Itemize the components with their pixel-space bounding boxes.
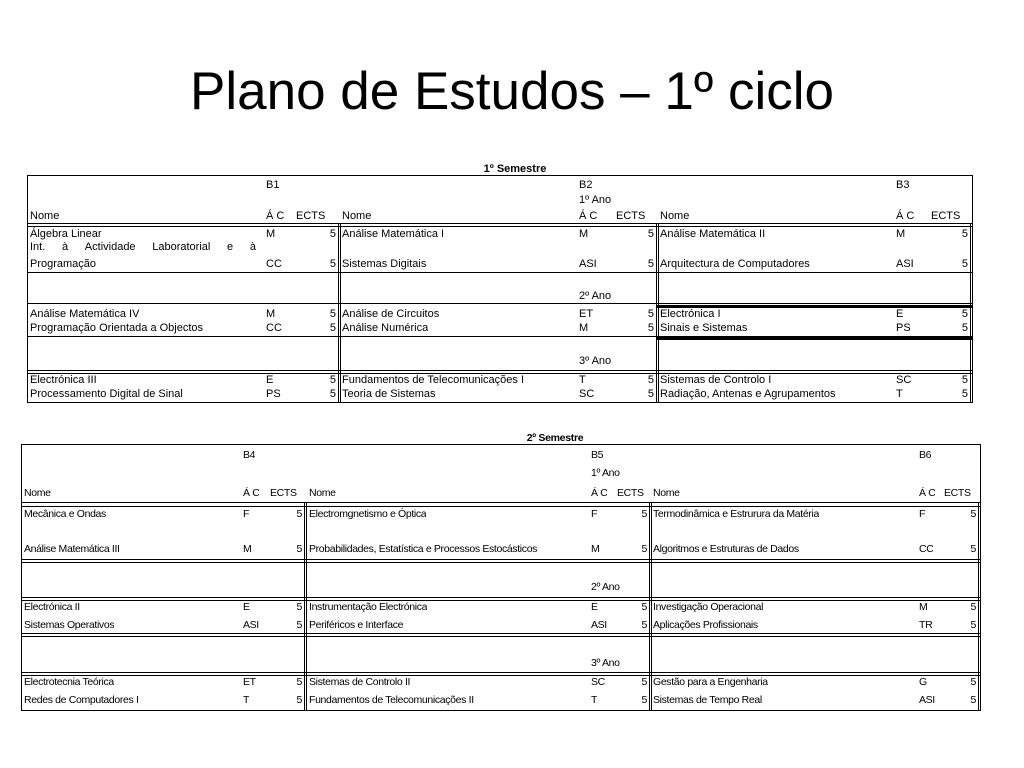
course-area: PS [266,388,281,400]
course-area: ASI [591,619,607,631]
course-ects: 5 [296,694,302,706]
course-ects: 5 [296,676,302,688]
course-ects: 5 [641,694,647,706]
course-area: M [591,543,600,555]
course-ects: 5 [970,601,976,613]
col-header-ac: Á C [579,210,598,222]
course-name: Arquitectura de Computadores [660,258,810,270]
course-name: Álgebra Linear [30,228,102,240]
course-name: Sistemas de Controlo II [309,676,411,688]
course-area: CC [919,543,934,555]
course-area: M [266,228,276,240]
course-area: T [896,388,903,400]
course-area: M [919,601,928,613]
course-area: F [591,508,598,520]
course-name: Termodinâmica e Estrurura da Matéria [653,508,819,520]
year-label-1: 1º Ano [579,194,612,206]
year-label-2: 2º Ano [579,290,612,302]
col-header-ects: ECTS [931,210,961,222]
course-name: Electrónica I [660,308,721,320]
course-name: Gestão para a Engenharia [653,676,768,688]
col-header-nome: Nome [24,487,51,499]
course-ects: 5 [296,508,302,520]
course-ects: 5 [329,322,336,334]
course-ects: 5 [296,619,302,631]
course-area: ASI [896,258,914,270]
year-label-3: 3º Ano [591,657,620,669]
course-name: Investigação Operacional [653,601,764,613]
course-area: M [243,543,252,555]
col-header-nome: Nome [660,210,690,222]
block-label-b3: B3 [896,179,910,191]
col-header-ects: ECTS [617,487,644,499]
course-area: F [919,508,926,520]
course-name: Electromgnetismo e Óptica [309,508,427,520]
course-name: Teoria de Sistemas [342,388,436,400]
course-ects: 5 [961,388,968,400]
course-ects: 5 [329,258,336,270]
course-ects: 5 [961,322,968,334]
block-label-b4: B4 [243,449,256,461]
course-name: Probabilidades, Estatística e Processos Estocásticos [309,543,538,555]
course-ects: 5 [970,676,976,688]
course-name-wrapped: Int. à Actividade Laboratorial e à [30,241,256,253]
year-label-1: 1º Ano [591,467,620,479]
course-ects: 5 [970,543,976,555]
course-area: ET [243,676,256,688]
course-ects: 5 [641,676,647,688]
course-name: Análise Matemática I [342,228,445,240]
course-name: Análise Matemática III [24,543,120,555]
course-name: Sistemas Digitais [342,258,427,270]
course-area: ASI [579,258,597,270]
col-header-ac: Á C [919,487,936,499]
col-header-ac: Á C [243,487,260,499]
course-name: Programação [30,258,97,270]
course-area: M [579,322,589,334]
year-label-3: 3º Ano [579,355,612,367]
course-area: M [896,228,906,240]
course-name: Processamento Digital de Sinal [30,388,183,400]
course-area: E [266,374,274,386]
block-label-b5: B5 [591,449,604,461]
col-header-nome: Nome [653,487,680,499]
course-ects: 5 [329,308,336,320]
course-ects: 5 [647,258,654,270]
course-ects: 5 [961,374,968,386]
course-area: M [579,228,589,240]
course-name: Electrónica III [30,374,97,386]
course-area: SC [591,676,605,688]
col-header-ac: Á C [591,487,608,499]
course-name: Electrotecnia Teórica [24,676,114,688]
course-name: Periféricos e Interface [309,619,404,631]
semester-1-table [27,175,973,403]
course-name: Sistemas de Controlo I [660,374,772,386]
course-name: Análise Matemática IV [30,308,140,320]
course-name: Redes de Computadores I [24,694,139,706]
course-ects: 5 [329,374,336,386]
course-name: Sistemas de Tempo Real [653,694,762,706]
course-ects: 5 [641,619,647,631]
course-area: ASI [919,694,935,706]
course-name: Sinais e Sistemas [660,322,748,334]
course-area: PS [896,322,911,334]
course-area: T [243,694,250,706]
block-label-b6: B6 [919,449,932,461]
course-name: Análise Matemática II [660,228,766,240]
course-area: E [896,308,904,320]
course-area: M [266,308,276,320]
semester-1-title: 1º Semestre [483,163,547,175]
course-name: Análise de Circuitos [342,308,440,320]
course-name: Mecânica e Ondas [24,508,106,520]
course-area: SC [579,388,595,400]
course-name: Radiação, Antenas e Agrupamentos [660,388,836,400]
block-label-b2: B2 [579,179,593,191]
col-header-nome: Nome [342,210,372,222]
course-area: E [591,601,598,613]
course-ects: 5 [961,228,968,240]
course-area: CC [266,322,282,334]
course-ects: 5 [647,374,654,386]
course-name: Instrumentação Electrónica [309,601,428,613]
col-header-ac: Á C [266,210,285,222]
course-area: ET [579,308,594,320]
course-area: TR [919,619,933,631]
course-name: Sistemas Operativos [24,619,115,631]
course-name: Fundamentos de Telecomunicações II [309,694,474,706]
course-area: T [579,374,586,386]
semester-2-title: 2º Semestre [526,432,584,444]
course-ects: 5 [970,508,976,520]
page-title: Plano de Estudos – 1º ciclo [190,62,834,121]
course-ects: 5 [296,543,302,555]
course-ects: 5 [329,388,336,400]
course-ects: 5 [647,388,654,400]
course-ects: 5 [641,508,647,520]
course-name: Fundamentos de Telecomunicações I [342,374,525,386]
course-ects: 5 [647,322,654,334]
year-label-2: 2º Ano [591,581,620,593]
block-label-b1: B1 [266,179,280,191]
course-ects: 5 [296,601,302,613]
course-ects: 5 [970,619,976,631]
course-area: T [591,694,598,706]
course-name: Algoritmos e Estruturas de Dados [653,543,799,555]
course-area: ASI [243,619,259,631]
course-area: F [243,508,250,520]
course-name: Programação Orientada a Objectos [30,322,204,334]
col-header-ects: ECTS [296,210,326,222]
course-ects: 5 [641,601,647,613]
course-name: Análise Numérica [342,322,429,334]
semester-2-table [21,444,981,711]
col-header-ects: ECTS [616,210,646,222]
course-area: G [919,676,927,688]
course-name: Aplicações Profissionais [653,619,758,631]
col-header-nome: Nome [309,487,336,499]
course-area: E [243,601,250,613]
course-ects: 5 [647,308,654,320]
course-area: SC [896,374,912,386]
col-header-ac: Á C [896,210,915,222]
course-name: Electrónica II [24,601,80,613]
course-ects: 5 [961,308,968,320]
course-ects: 5 [970,694,976,706]
course-ects: 5 [961,258,968,270]
course-area: CC [266,258,282,270]
col-header-ects: ECTS [944,487,971,499]
course-ects: 5 [641,543,647,555]
course-ects: 5 [647,228,654,240]
course-ects: 5 [329,228,336,240]
col-header-nome: Nome [30,210,60,222]
col-header-ects: ECTS [270,487,297,499]
